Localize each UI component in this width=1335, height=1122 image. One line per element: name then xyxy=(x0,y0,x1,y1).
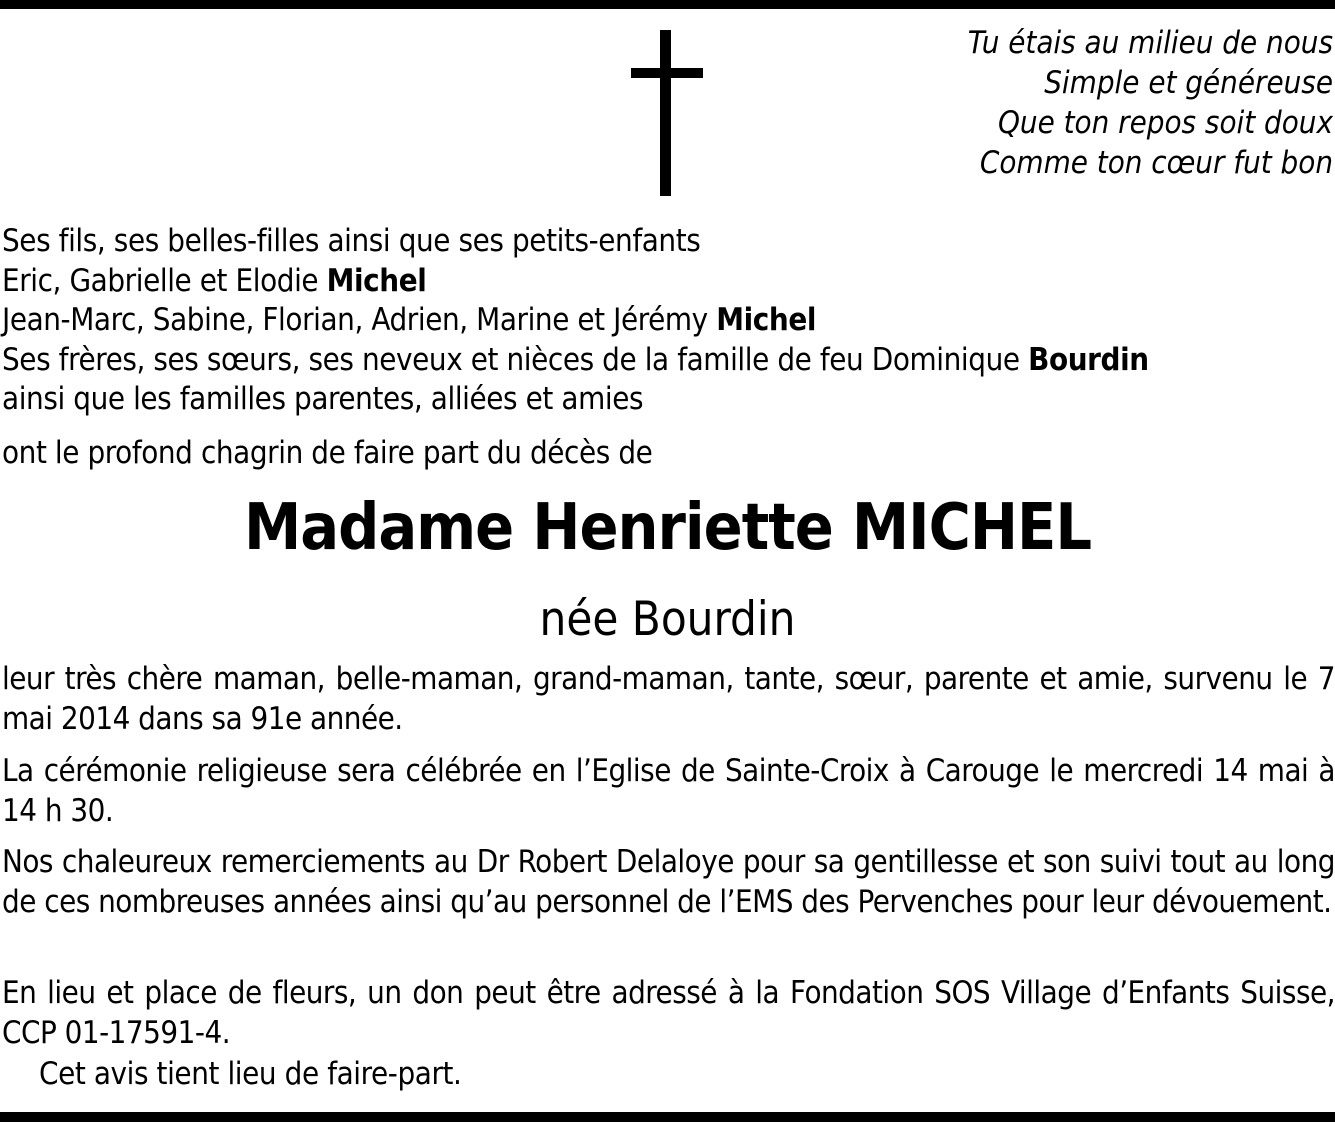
family-line-siblings xyxy=(2,341,1149,381)
family-names: Ses frères, ses sœurs, ses neveux et nièces de la famille de feu Dominique xyxy=(2,341,1020,378)
thanks-paragraph: Nos chaleureux remerciements au Dr Robert Delaloye pour sa gentillesse et son suivi tout au long de ces nombreuses années ainsi qu’au personnel de l’EMS des Pervenches pour leur dévouement. xyxy=(2,844,1335,920)
poem-line: Simple et généreuse xyxy=(1044,65,1333,101)
family-line-relatives: ainsi que les familles parentes, alliées et amies xyxy=(2,381,644,417)
donation-paragraph: En lieu et place de fleurs, un don peut être adressé à la Fondation SOS Village d’Enfants Suisse, CCP 01-17591-4. xyxy=(2,975,1335,1051)
family-list xyxy=(2,222,1149,420)
poem-verse xyxy=(968,23,1333,183)
family-names: Eric, Gabrielle et Elodie xyxy=(2,262,319,299)
deceased-name: Madame Henriette MICHEL xyxy=(243,491,1092,565)
top-border-rule xyxy=(0,0,1335,9)
family-surname: Michel xyxy=(326,262,427,299)
bottom-border-rule xyxy=(0,1112,1335,1122)
cross-vertical-bar xyxy=(660,30,671,196)
poem-line: Que ton repos soit doux xyxy=(997,105,1333,141)
notice-line: Cet avis tient lieu de faire-part. xyxy=(39,1056,462,1092)
poem-line: Tu étais au milieu de nous xyxy=(967,25,1333,61)
cross-horizontal-bar xyxy=(631,68,703,78)
deceased-maiden-name: née Bourdin xyxy=(539,592,796,647)
family-surname: Bourdin xyxy=(1028,341,1149,378)
poem-line: Comme ton cœur fut bon xyxy=(979,145,1333,181)
cross-icon xyxy=(631,30,703,196)
family-line-grandchildren-2 xyxy=(2,301,1149,341)
family-surname: Michel xyxy=(716,302,817,338)
ceremony-paragraph: La cérémonie religieuse sera célébrée en l’Eglise de Sainte-Croix à Carouge le mercredi 14 mai à 14 h 30. xyxy=(2,753,1335,829)
family-line-grandchildren-1 xyxy=(2,262,1149,302)
announcement-intro: ont le profond chagrin de faire part du décès de xyxy=(2,435,653,471)
family-names: Jean-Marc, Sabine, Florian, Adrien, Marine et Jérémy xyxy=(2,302,708,338)
family-line-sons: Ses fils, ses belles-filles ainsi que ses petits-enfants xyxy=(2,223,701,259)
relation-paragraph: leur très chère maman, belle-maman, grand-maman, tante, sœur, parente et amie, survenu le 7 mai 2014 dans sa 91e année. xyxy=(2,661,1335,737)
